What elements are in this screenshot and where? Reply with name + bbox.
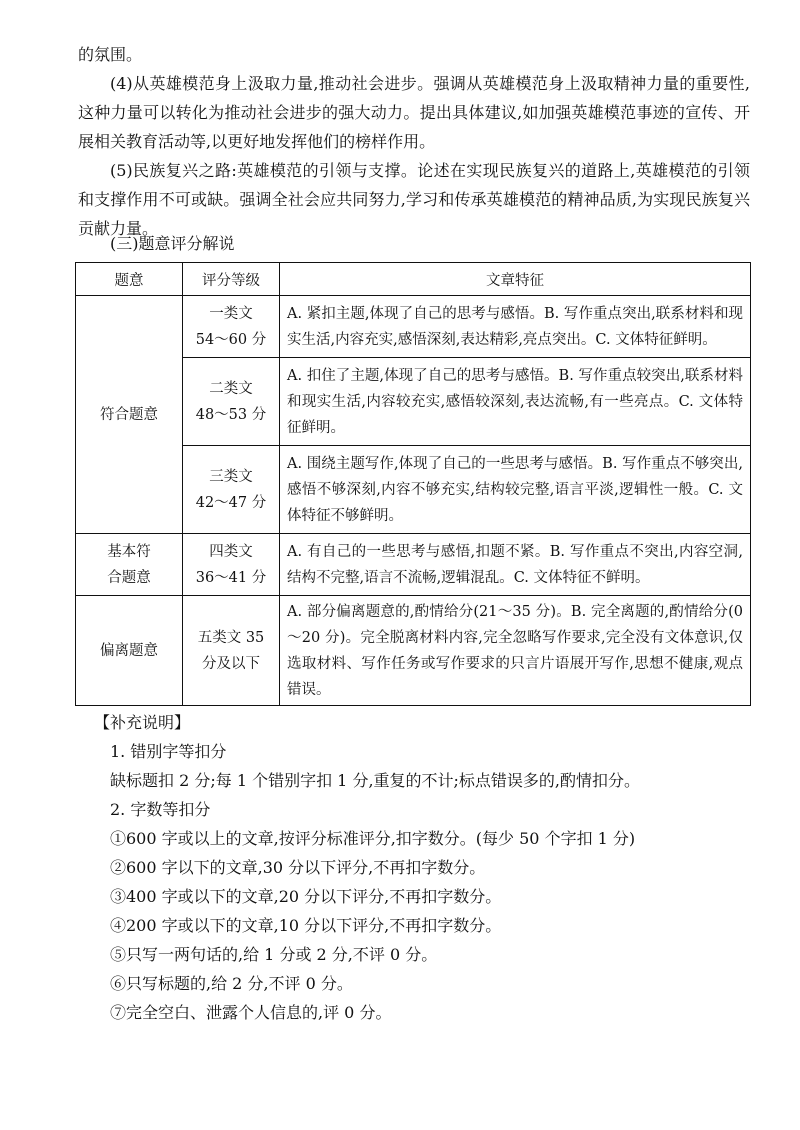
- header-topic: 题意: [76, 263, 183, 296]
- grade-range: 分及以下: [202, 655, 260, 672]
- feature-cell: A. 扣住了主题,体现了自己的思考与感悟。B. 写作重点较突出,联系材料和现实生活,内容较充实,感悟较深刻,表达流畅,有一些亮点。C. 文体特征鲜明。: [280, 358, 751, 446]
- supplement-title: 【补充说明】: [94, 713, 191, 732]
- supplement-subtitle-1: 1. 错别字等扣分: [110, 742, 227, 761]
- grade-cell: [183, 534, 280, 596]
- grade-range: 48～53 分: [195, 406, 267, 423]
- category-on-topic: 符合题意: [76, 296, 183, 534]
- supplement-subtitle-2: 2. 字数等扣分: [110, 800, 211, 819]
- grade-cell: [183, 358, 280, 446]
- header-features: 文章特征: [280, 263, 751, 296]
- list-item: ①600 字或以上的文章,按评分标准评分,扣字数分。(每少 50 个字扣 1 分): [110, 829, 636, 848]
- list-item: ⑤只写一两句话的,给 1 分或 2 分,不评 0 分。: [110, 945, 438, 964]
- section-3-heading: (三)题意评分解说: [110, 234, 235, 253]
- feature-cell: A. 部分偏离题意的,酌情给分(21～35 分)。B. 完全离题的,酌情给分(0～20 分)。完全脱离材料内容,完全忽略写作要求,完全没有文体意识,仅选取材料、写作任务或写作要求的只言片语展开写作,思想不健康,观点错误。: [280, 596, 751, 706]
- category-line: 基本符: [107, 543, 151, 560]
- table-row: [76, 596, 751, 706]
- grade-range: 42～47 分: [195, 494, 267, 511]
- grade-name: 四类文: [209, 543, 253, 560]
- point-5-paragraph: (5)民族复兴之路:英雄模范的引领与支撑。论述在实现民族复兴的道路上,英雄模范的引领和支撑作用不可或缺。强调全社会应共同努力,学习和传承英雄模范的精神品质,为实现民族复兴贡献力量。: [78, 161, 750, 238]
- feature-cell: A. 有自己的一些思考与感悟,扣题不紧。B. 写作重点不突出,内容空洞,结构不完整,语言不流畅,逻辑混乱。C. 文体特征不鲜明。: [280, 534, 751, 596]
- category-basic-on-topic: [76, 534, 183, 596]
- carryover-text: 的氛围。: [78, 45, 143, 64]
- grade-range: 54～60 分: [195, 331, 267, 348]
- list-item: ②600 字以下的文章,30 分以下评分,不再扣字数分。: [110, 858, 486, 877]
- grade-cell: [183, 296, 280, 358]
- feature-cell: A. 紧扣主题,体现了自己的思考与感悟。B. 写作重点突出,联系材料和现实生活,内容充实,感悟深刻,表达精彩,亮点突出。C. 文体特征鲜明。: [280, 296, 751, 358]
- table-row: [76, 534, 751, 596]
- grade-name: 一类文: [209, 305, 253, 322]
- grade-name: 五类文 35: [197, 629, 265, 646]
- table-row: [76, 296, 751, 358]
- header-grade: 评分等级: [183, 263, 280, 296]
- grade-cell: [183, 596, 280, 706]
- supplement-text-1: 缺标题扣 2 分;每 1 个错别字扣 1 分,重复的不计;标点错误多的,酌情扣分。: [110, 771, 641, 790]
- grade-range: 36～41 分: [195, 569, 267, 586]
- category-off-topic: 偏离题意: [76, 596, 183, 706]
- grade-name: 三类文: [209, 468, 253, 485]
- grade-name: 二类文: [209, 380, 253, 397]
- feature-cell: A. 围绕主题写作,体现了自己的一些思考与感悟。B. 写作重点不够突出,感悟不够深刻,内容不够充实,结构较完整,语言平淡,逻辑性一般。C. 文体特征不够鲜明。: [280, 446, 751, 534]
- point-4-paragraph: (4)从英雄模范身上汲取力量,推动社会进步。强调从英雄模范身上汲取精神力量的重要性,这种力量可以转化为推动社会进步的强大动力。提出具体建议,如加强英雄模范事迹的宣传、开展相关教育活动等,以更好地发挥他们的榜样作用。: [78, 74, 750, 151]
- category-line: 合题意: [107, 569, 151, 586]
- grade-cell: [183, 446, 280, 534]
- list-item: ④200 字或以下的文章,10 分以下评分,不再扣字数分。: [110, 916, 502, 935]
- list-item: ⑥只写标题的,给 2 分,不评 0 分。: [110, 974, 353, 993]
- list-item: ⑦完全空白、泄露个人信息的,评 0 分。: [110, 1003, 392, 1022]
- table-header-row: [76, 263, 751, 296]
- scoring-table: [75, 262, 751, 706]
- list-item: ③400 字或以下的文章,20 分以下评分,不再扣字数分。: [110, 887, 502, 906]
